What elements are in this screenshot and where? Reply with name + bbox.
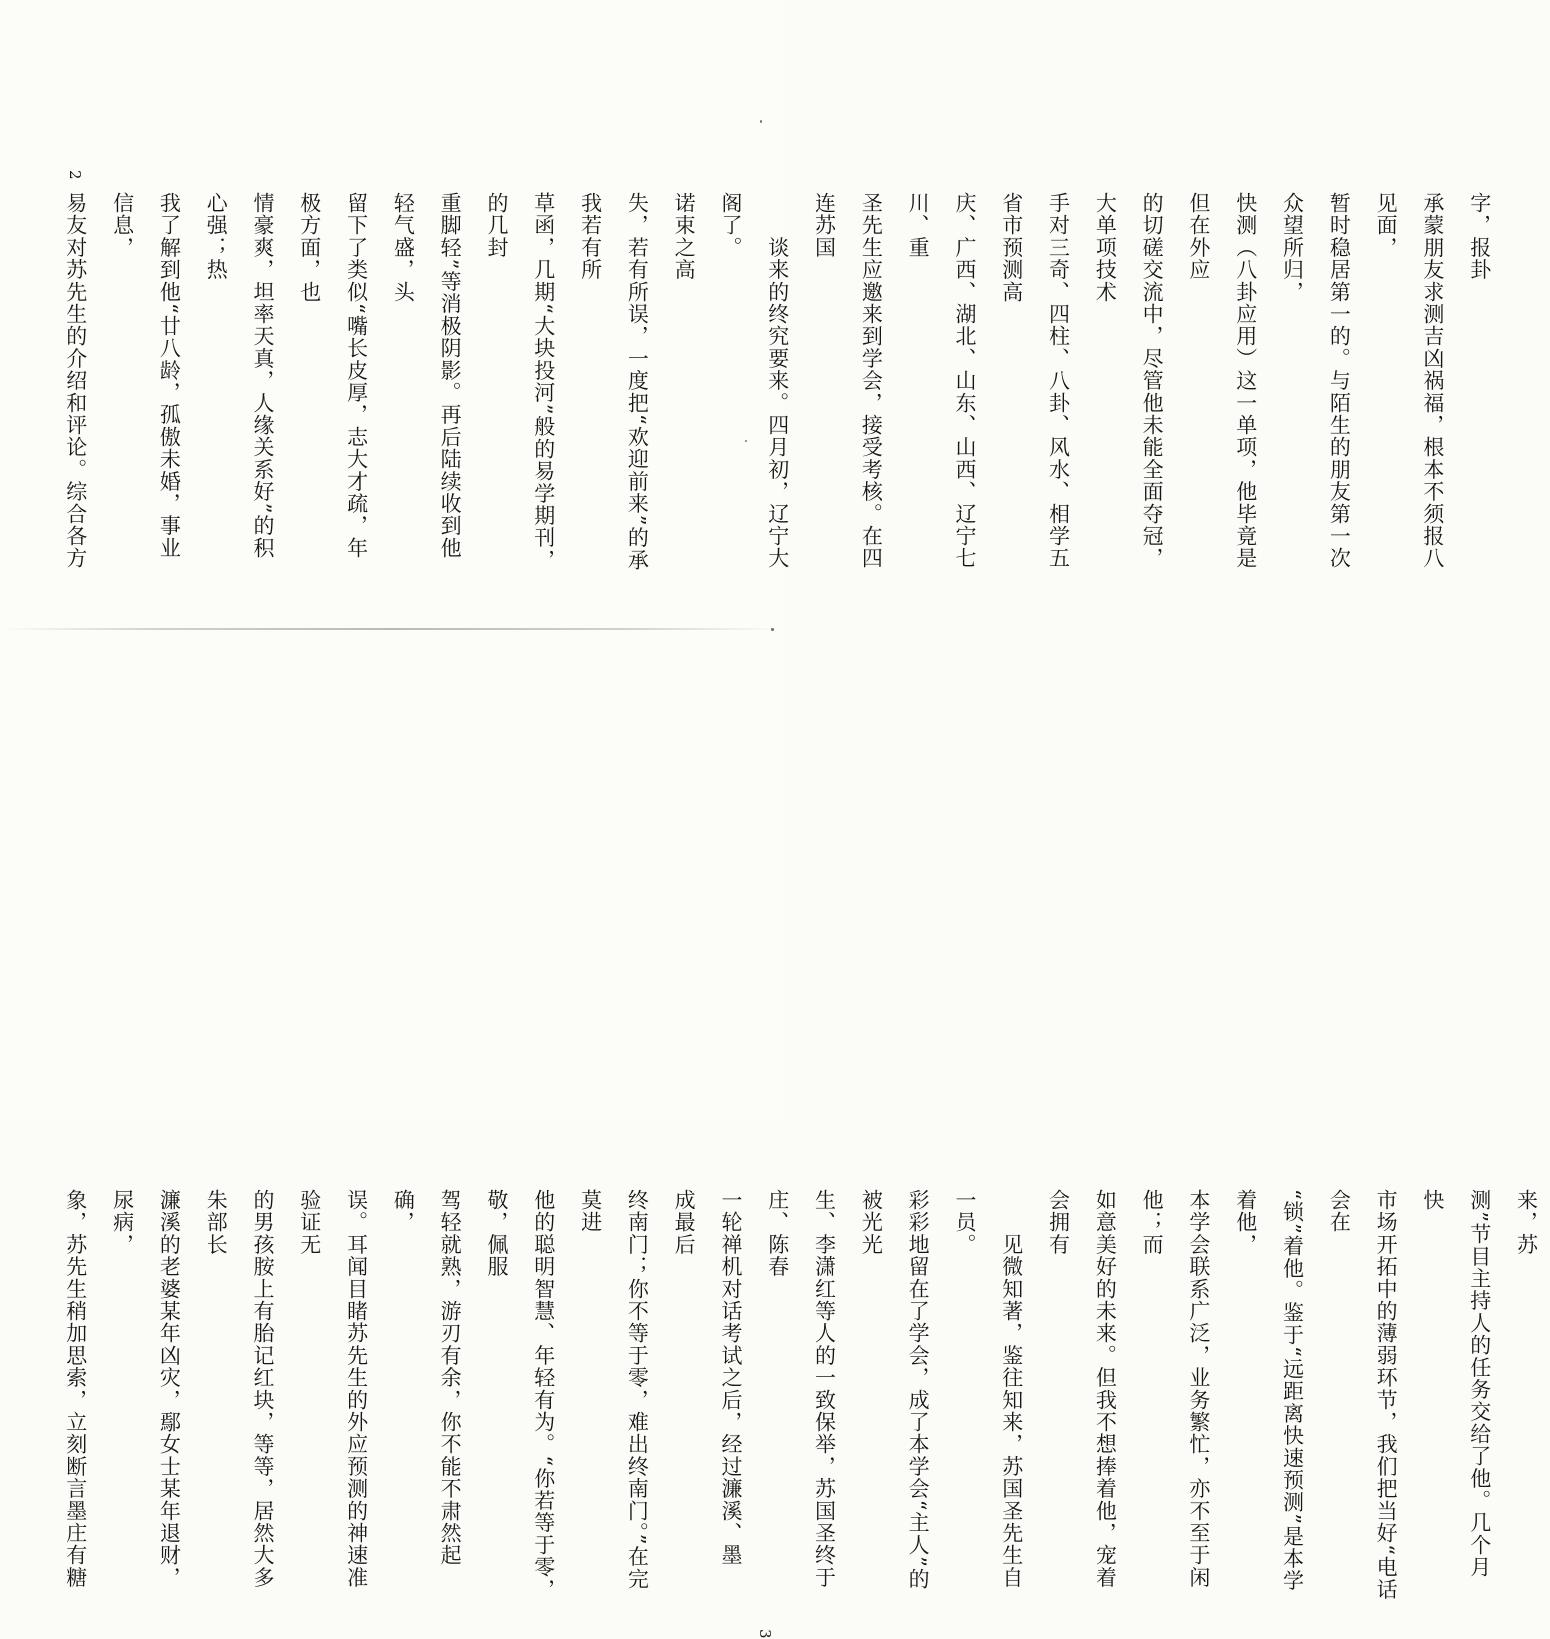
page-3-line: 市场开拓中的薄弱环节，我们把当好“电话快 — [1374, 1189, 1445, 1601]
page-2-line: 留下了类似“嘴长皮厚，志大才疏，年轻气盛，头 — [344, 192, 416, 560]
page-3-line: 濂溪的老婆某年凶灾，鄢女士某年退财，朱部长 — [157, 1189, 229, 1589]
page-2-line: 我了解到他“廿八龄，孤傲未婚，事业心强；热 — [157, 192, 229, 560]
page-3-text — [52, 1189, 1539, 1609]
page-3-line: 生、李潇红等人的一致保举，苏国圣终于被光光 — [812, 1189, 884, 1589]
page-2-text — [52, 192, 1492, 572]
page-3-line: 彩彩地留在了学会，成了本学会“主人”的一员。 — [906, 1189, 977, 1591]
page-2-line: 易友对苏先生的介绍和评论。综合各方信息， — [63, 192, 135, 570]
page-3-line: 他的聪明智慧、年轻有为。“你若等于零，莫进 — [531, 1189, 603, 1601]
page-3-line: “锁”着他。鉴于“远距离快速预测”是本学会在 — [1280, 1189, 1352, 1592]
page-2-line: 庆、广西、湖北、山东、山西、辽宁七省市预测高 — [952, 192, 1024, 570]
page-2-line: 重脚轻”等消极阴影。再后陆续收到他的几封 — [438, 192, 509, 560]
page-2-line: 暂时稳居第一的。与陌生的朋友第一次见面， — [1327, 192, 1399, 570]
scan-speck — [771, 628, 774, 631]
page-2-line: 失，若有所误，一度把“欢迎前来”的承诺束之高 — [625, 192, 697, 572]
page-2-line: 的切磋交流中，尽管他未能全面夺冠，但在外应 — [1140, 192, 1211, 570]
page-3-line: 如意美好的未来。但我不想捧着他，宠着他；而 — [1093, 1189, 1165, 1589]
page-3-line: 驾轻就熟，游刃有余，你不能不肃然起敬，佩服 — [438, 1189, 509, 1567]
page-3-line: 误。耳闻目睹苏先生的外应预测的神速准确， — [344, 1189, 416, 1589]
page-2-line: 手对三奇、四柱、八卦、风水、相学五大单项技术 — [1046, 192, 1118, 570]
page-2-line: 草函，几期“大块投河”般的易学期刊，我若有所 — [531, 192, 603, 572]
page-2-line: 阁了。 — [718, 192, 743, 259]
page-3-line: 见微知著，鉴往知来，苏国圣先生自会拥有 — [999, 1189, 1071, 1589]
page-2-line: 谈来的终究要来。四月初，辽宁大连苏国 — [765, 192, 837, 570]
page-2-line: 圣先生应邀来到学会，接受考核。在四川、重 — [859, 192, 931, 570]
scan-speck — [760, 120, 762, 123]
page-3-line: 一轮禅机对话考试之后，经过濂溪、墨庄、陈春 — [718, 1189, 790, 1567]
page-3-line: 的男孩胺上有胎记红块，等等，居然大多验证无 — [250, 1189, 322, 1589]
page-3-line: 测”节目主持人的任务交给了他。几个月来，苏 — [1467, 1189, 1539, 1579]
scan-speck — [745, 440, 747, 442]
page-3-line: 本学会联系广泛，业务繁忙，亦不至于闲着他， — [1186, 1189, 1258, 1589]
page-2-line: 情豪爽，坦率天真，人缘关系好”的积极方面，也 — [250, 192, 322, 560]
page-number: 2 — [66, 170, 84, 180]
page-3-line: 终南门；你不等于零，难出终南门。”在完成最后 — [625, 1189, 697, 1591]
page-number: 3 — [756, 1629, 774, 1639]
page-3-line: 象，苏先生稍加思索，立刻断言墨庄有糖尿病， — [63, 1189, 135, 1589]
page-2-line: 快测（八卦应用）这一单项，他毕竟是众望所归， — [1233, 192, 1305, 570]
page-2 — [0, 0, 1492, 572]
page-2-line: 承蒙朋友求测吉凶祸福，根本不须报八字，报卦 — [1420, 192, 1492, 570]
page-3 — [0, 561, 1539, 1639]
